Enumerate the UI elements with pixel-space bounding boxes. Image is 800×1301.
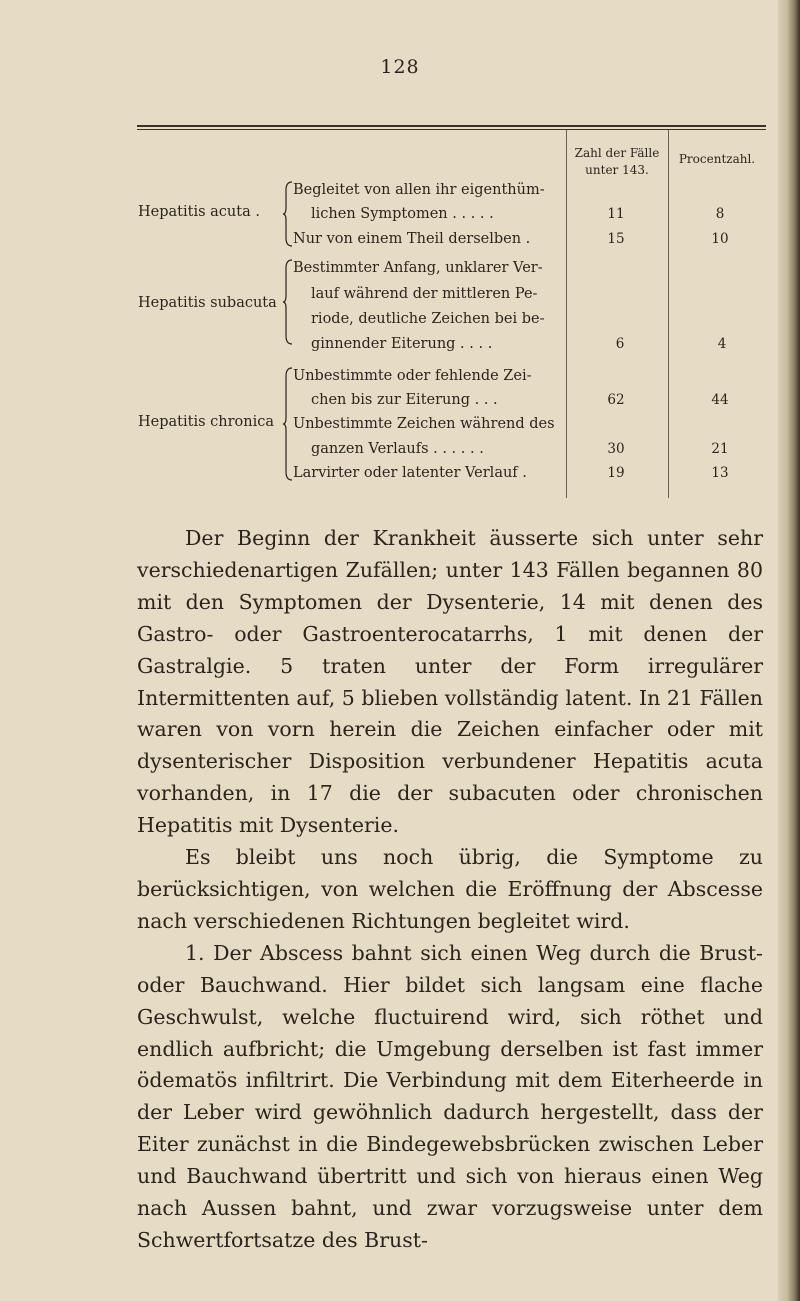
cell-percent: 4: [717, 336, 727, 352]
column-divider: [566, 130, 567, 498]
header-cases: Zahl der Fälle unter 143.: [574, 146, 660, 177]
cell-cases: 19: [607, 465, 625, 481]
cell-cases: 30: [607, 441, 625, 457]
row-text: riode, deutliche Zeichen bei be-: [311, 311, 545, 327]
cell-percent: 8: [715, 206, 725, 222]
paragraph: 1. Der Abscess bahnt sich einen Weg durch die Brust- oder Bauchwand. Hier bildet sich langsam eine flache Geschwulst, welche fluctuirend wird, sich röthet und endlich aufbricht; die Umgebung derselben ist fast immer ödematös infiltrirt. Die Verbindung mit dem Eiterheerde in der Leber wird gewöhnlich dadurch hergestellt, dass der Eiter zunächst in die Bindegewebsbrücken zwischen Leber und Bauchwand übertritt und sich von hieraus einen Weg nach Aussen bahnt, und zwar vorzugsweise unter dem Schwertfortsatze des Brust-: [137, 940, 763, 1252]
row-text: Unbestimmte oder fehlende Zei-: [293, 368, 532, 384]
table-top-rule: [137, 125, 766, 127]
column-divider: [668, 130, 669, 498]
cell-cases: 15: [607, 231, 625, 247]
row-text: ganzen Verlaufs . . . . . .: [311, 441, 484, 457]
row-text: Bestimmter Anfang, unklarer Ver-: [293, 260, 543, 276]
page-number: 128: [380, 56, 420, 78]
row-text: Nur von einem Theil derselben .: [293, 231, 531, 247]
cell-cases: 62: [607, 392, 625, 408]
paragraph: Der Beginn der Krankheit äusserte sich unter sehr verschiedenartigen Zufällen; unter 143 Fällen begannen 80 mit den Symptomen der Dysenterie, 14 mit denen des Gastro- oder Gastroenterocatarrhs, 1 mit denen der Gastralgie. 5 traten unter der Form irregulärer Intermittenten auf, 5 blieben vollständig latent. In 21 Fällen waren von vorn herein die Zeichen einfacher oder mit dysenterischer Disposition verbundener Hepatitis acuta vorhanden, in 17 die der subacuten oder chronischen Hepatitis mit Dysenterie.: [137, 526, 763, 838]
row-text: ginnender Eiterung . . . .: [311, 336, 493, 352]
cell-percent: 10: [711, 231, 729, 247]
page-edge: [778, 0, 800, 1301]
row-text: Unbestimmte Zeichen während des: [293, 416, 555, 432]
row-text: Larvirter oder latenter Verlauf .: [293, 465, 527, 481]
table-top-rule-thin: [137, 129, 766, 130]
cell-percent: 44: [711, 392, 729, 408]
group-label-acuta: Hepatitis acuta .: [138, 204, 260, 220]
row-text: chen bis zur Eiterung . . .: [311, 392, 498, 408]
group-label-chronica: Hepatitis chronica: [138, 414, 274, 430]
cell-percent: 13: [711, 465, 729, 481]
cell-cases: 11: [607, 206, 625, 222]
header-percent: Procentzahl.: [678, 152, 756, 166]
cell-cases: 6: [615, 336, 625, 352]
cell-percent: 21: [711, 441, 729, 457]
paragraph: Es bleibt uns noch übrig, die Symptome zu berücksichtigen, von welchen die Eröffnung der Abscesse nach verschiedenen Richtungen begleitet wird.: [137, 845, 763, 933]
row-text: Begleitet von allen ihr eigenthüm-: [293, 182, 545, 198]
body-text: [137, 523, 763, 1257]
row-text: lichen Symptomen . . . . .: [311, 206, 494, 222]
group-label-subacuta: Hepatitis subacuta: [138, 295, 277, 311]
row-text: lauf während der mittleren Pe-: [311, 286, 538, 302]
